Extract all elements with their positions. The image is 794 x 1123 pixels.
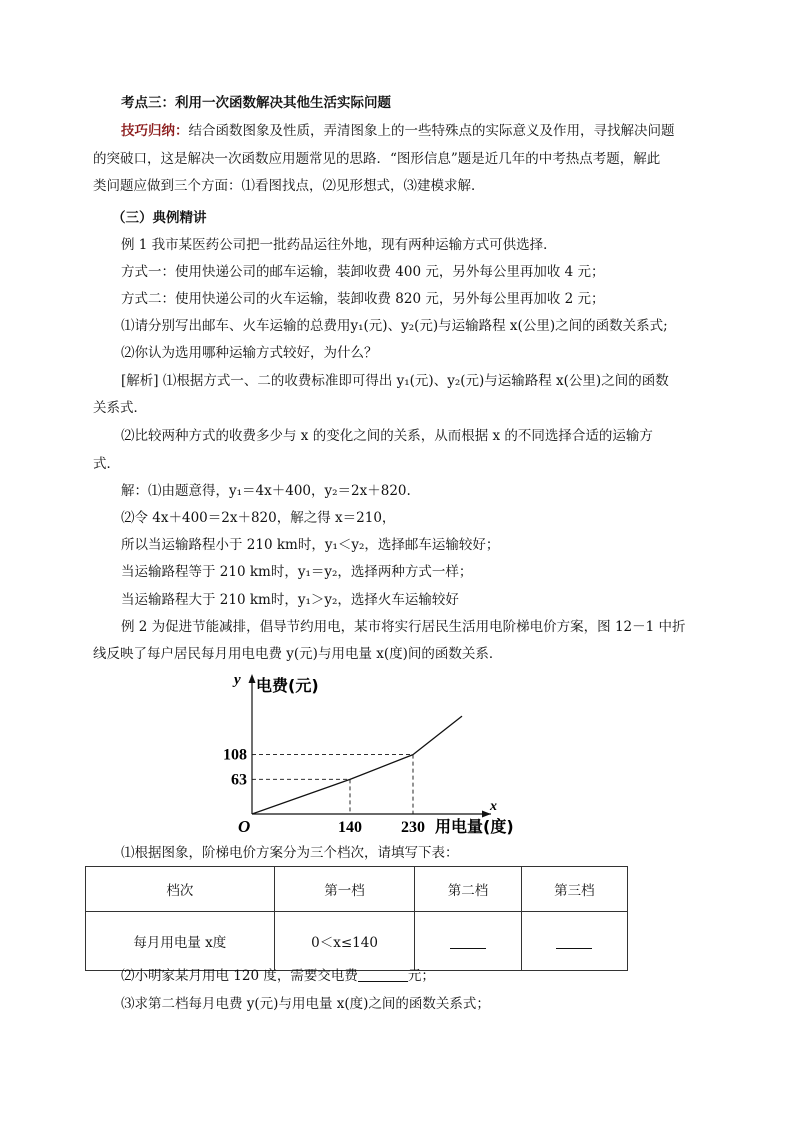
x-axis-label: 用电量(度) <box>435 817 514 836</box>
header-tier: 档次 <box>86 867 275 912</box>
tier1-range: 0＜x≤140 <box>274 912 415 971</box>
example1-sol3: 所以当运输路程小于 210 km时，y₁＜y₂，选择邮车运输较好； <box>121 537 500 553</box>
example1-analysis1a: [解析] ⑴根据方式一、二的收费标准即可得出 y₁(元)、y₂(元)与运输路程 x(公里)之间的函数 <box>121 373 669 389</box>
example1-q1: ⑴请分别写出邮车、火车运输的总费用y₁(元)、y₂(元)与运输路程 x(公里)之间的函数关系式; <box>121 318 668 334</box>
header-tier1: 第一档 <box>274 867 415 912</box>
example2-q1: ⑴根据图象，阶梯电价方案分为三个档次，请填写下表： <box>121 845 459 861</box>
example1-intro: 例 1 我市某医药公司把一批药品运往外地，现有两种运输方式可供选择． <box>121 237 557 253</box>
example1-analysis1b: 关系式． <box>93 400 147 416</box>
x-tick-label: 140 <box>338 819 362 836</box>
fee-line-segment-1 <box>252 779 350 814</box>
header-tier3: 第三档 <box>521 867 627 912</box>
y-axis-label: 电费(元) <box>256 676 319 695</box>
example1-q2: ⑵你认为选用哪种运输方式较好，为什么？ <box>121 345 378 361</box>
q2-text-a: ⑵小明家某月用电 120 度，需要交电费 <box>121 968 358 984</box>
y-axis-variable: y <box>234 672 241 688</box>
subsection-title: （三）典例精讲 <box>112 210 207 226</box>
tip-label: 技巧归纳： <box>121 123 189 139</box>
tip-text-1: 结合函数图象及性质，弄清图象上的一些特殊点的实际意义及作用，寻找解决问题 <box>188 123 675 139</box>
example2-q3: ⑶求第二档每月电费 y(元)与用电量 x(度)之间的函数关系式； <box>121 996 490 1012</box>
table-header-row <box>86 867 628 912</box>
tip-line-2: 的突破口，这是解决一次函数应用题常见的思路．“图形信息”题是近几年的中考热点考题，解此 <box>93 151 661 167</box>
example1-method1: 方式一：使用快递公司的邮车运输，装卸收费 400 元，另外每公里再加收 4 元； <box>121 264 605 280</box>
tip-line-3: 类问题应做到三个方面：⑴看图找点，⑵见形想式，⑶建模求解． <box>93 178 485 194</box>
tier-table <box>85 866 628 971</box>
x-tick-label: 230 <box>401 819 425 836</box>
example1-sol2: ⑵令 4x＋400＝2x＋820，解之得 x＝210， <box>121 510 396 526</box>
row-label: 每月用电量 x度 <box>86 912 275 971</box>
example2-intro2: 线反映了每户居民每月用电电费 y(元)与用电量 x(度)间的函数关系． <box>93 646 503 662</box>
example2-q2 <box>121 966 435 986</box>
tier2-blank[interactable] <box>415 912 521 971</box>
example1-sol4: 当运输路程等于 210 km时，y₁＝y₂，选择两种方式一样； <box>121 564 473 580</box>
fee-line-segment-3 <box>413 716 462 755</box>
table-row <box>86 912 628 971</box>
example1-analysis2b: 式． <box>93 456 120 472</box>
q2-blank[interactable] <box>358 967 408 982</box>
x-axis-variable: x <box>490 799 497 814</box>
origin-label: O <box>238 817 251 836</box>
y-axis-arrow <box>249 674 256 683</box>
y-tick-label: 108 <box>223 746 247 764</box>
example1-method2: 方式二：使用快递公司的火车运输，装卸收费 820 元，另外每公里再加收 2 元； <box>121 291 605 307</box>
electricity-fee-chart <box>215 665 615 840</box>
example2-intro1: 例 2 为促进节能减排，倡导节约用电，某市将实行居民生活用电阶梯电价方案，图 12－1 中折 <box>121 619 686 635</box>
example1-sol5: 当运输路程大于 210 km时，y₁＞y₂，选择火车运输较好 <box>121 592 459 608</box>
tier3-blank[interactable] <box>521 912 627 971</box>
y-tick-label: 63 <box>231 771 247 789</box>
example1-sol1: 解：⑴由题意得，y₁＝4x＋400，y₂＝2x＋820. <box>121 483 411 499</box>
header-tier2: 第二档 <box>415 867 521 912</box>
example1-analysis2a: ⑵比较两种方式的收费多少与 x 的变化之间的关系，从而根据 x 的不同选择合适的运输方 <box>121 428 653 444</box>
fee-line-segment-2 <box>350 755 413 780</box>
section-title: 考点三：利用一次函数解决其他生活实际问题 <box>121 95 391 111</box>
tip-line-1 <box>121 121 675 141</box>
q2-text-b: 元； <box>407 968 435 984</box>
